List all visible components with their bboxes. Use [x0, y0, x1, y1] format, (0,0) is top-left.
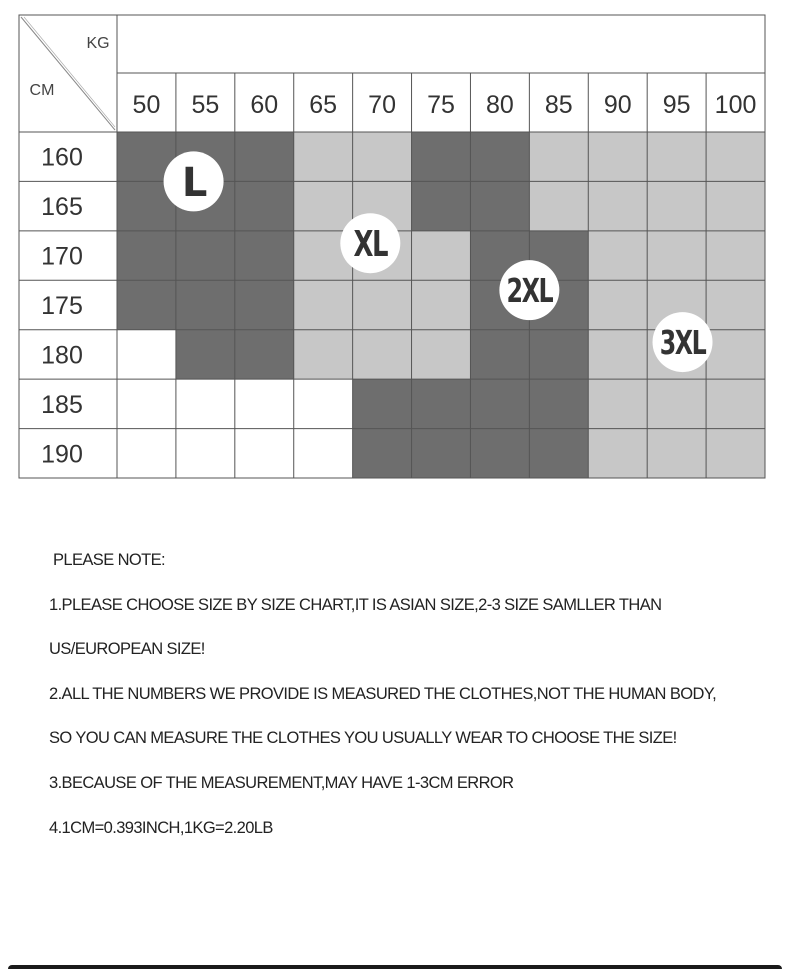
- size-cell: [706, 132, 765, 181]
- corner-diagonal: [24, 17, 115, 127]
- size-cell: [706, 280, 765, 329]
- corner-diagonal: [21, 17, 115, 130]
- size-cell: [176, 231, 235, 280]
- size-cell: [647, 231, 706, 280]
- height-tick-label: 160: [41, 143, 83, 172]
- size-cell: [706, 231, 765, 280]
- size-cell: [353, 330, 412, 379]
- size-cell: [412, 379, 471, 428]
- size-cell: [176, 379, 235, 428]
- height-tick-label: 185: [41, 390, 83, 419]
- size-cell: [470, 132, 529, 181]
- height-tick-label: 190: [41, 440, 83, 469]
- size-cell: [588, 181, 647, 230]
- size-cell: [235, 280, 294, 329]
- size-cell: [353, 379, 412, 428]
- size-cell: [588, 280, 647, 329]
- size-cell: [412, 429, 471, 478]
- size-cell: [235, 231, 294, 280]
- size-notes: [49, 548, 769, 860]
- size-cell: [529, 379, 588, 428]
- size-cell: [470, 181, 529, 230]
- size-cell: [706, 379, 765, 428]
- size-cell: [412, 181, 471, 230]
- size-cell: [412, 280, 471, 329]
- weight-tick-label: 70: [368, 91, 396, 119]
- weight-tick-label: 65: [309, 91, 338, 119]
- size-cell: [588, 231, 647, 280]
- size-cell: [294, 330, 353, 379]
- height-tick-label: 175: [41, 292, 83, 320]
- size-cell: [176, 429, 235, 478]
- size-cell: [412, 132, 471, 181]
- weight-tick-label: 75: [427, 91, 455, 119]
- size-cell: [117, 231, 176, 280]
- size-cell: [353, 132, 412, 181]
- size-cell: [117, 429, 176, 478]
- size-cell: [470, 429, 529, 478]
- size-cell: [706, 330, 765, 379]
- weight-tick-label: 50: [132, 91, 161, 119]
- size-cell: [117, 330, 176, 379]
- size-cell: [294, 429, 353, 478]
- size-cell: [706, 181, 765, 230]
- size-cell: [706, 429, 765, 478]
- height-tick-label: 165: [41, 193, 83, 222]
- size-cell: [235, 379, 294, 428]
- weight-tick-label: 90: [603, 91, 632, 119]
- size-cell: [353, 280, 412, 329]
- size-cell: [588, 132, 647, 181]
- size-cell: [235, 429, 294, 478]
- size-badge-label: 2XL: [506, 271, 553, 311]
- size-cell: [529, 132, 588, 181]
- size-cell: [176, 330, 235, 379]
- size-cell: [353, 429, 412, 478]
- size-cell: [588, 379, 647, 428]
- note-2-continued: SO YOU CAN MEASURE THE CLOTHES YOU USUALLY WEAR TO CHOOSE THE SIZE!: [49, 729, 677, 748]
- size-cell: [294, 132, 353, 181]
- size-cell: [647, 379, 706, 428]
- size-cell: [647, 132, 706, 181]
- weight-tick-label: 60: [250, 91, 279, 119]
- size-cell: [647, 181, 706, 230]
- bottom-edge: [0, 961, 790, 971]
- size-cell: [176, 280, 235, 329]
- size-cell: [294, 280, 353, 329]
- axis-label-height: CM: [29, 82, 55, 99]
- height-tick-label: 170: [41, 242, 83, 271]
- note-2: 2.ALL THE NUMBERS WE PROVIDE IS MEASURED THE CLOTHES,NOT THE HUMAN BODY,: [49, 684, 717, 703]
- size-cell: [117, 280, 176, 329]
- size-cell: [235, 330, 294, 379]
- weight-tick-label: 85: [544, 91, 573, 119]
- size-cell: [294, 379, 353, 428]
- note-1: 1.PLEASE CHOOSE SIZE BY SIZE CHART,IT IS ASIAN SIZE,2-3 SIZE SAMLLER THAN: [49, 595, 662, 614]
- size-cell: [647, 429, 706, 478]
- size-badge-label: 3XL: [659, 322, 706, 362]
- size-cell: [529, 181, 588, 230]
- size-cell: [294, 181, 353, 230]
- weight-tick-label: 80: [486, 91, 514, 119]
- note-1-continued: US/EUROPEAN SIZE!: [49, 640, 205, 659]
- size-cell: [588, 429, 647, 478]
- size-cell: [412, 330, 471, 379]
- size-cell: [412, 231, 471, 280]
- height-tick-label: 180: [41, 341, 83, 370]
- size-cell: [470, 379, 529, 428]
- size-badge-label: XL: [353, 224, 388, 266]
- weight-tick-label: 55: [191, 91, 220, 119]
- weight-tick-label: 95: [662, 91, 691, 119]
- size-badge-label: L: [181, 159, 206, 206]
- size-cell: [529, 429, 588, 478]
- axis-label-weight: KG: [86, 35, 110, 52]
- size-cell: [588, 330, 647, 379]
- note-3: 3.BECAUSE OF THE MEASUREMENT,MAY HAVE 1-3CM ERROR: [49, 773, 514, 792]
- size-cell: [235, 132, 294, 181]
- size-cell: [470, 330, 529, 379]
- weight-tick-label: 100: [714, 91, 757, 119]
- size-cell: [529, 330, 588, 379]
- size-cell: [117, 379, 176, 428]
- note-4: 4.1CM=0.393INCH,1KG=2.20LB: [49, 818, 273, 837]
- size-cell: [235, 181, 294, 230]
- notes-heading: PLEASE NOTE:: [53, 551, 166, 569]
